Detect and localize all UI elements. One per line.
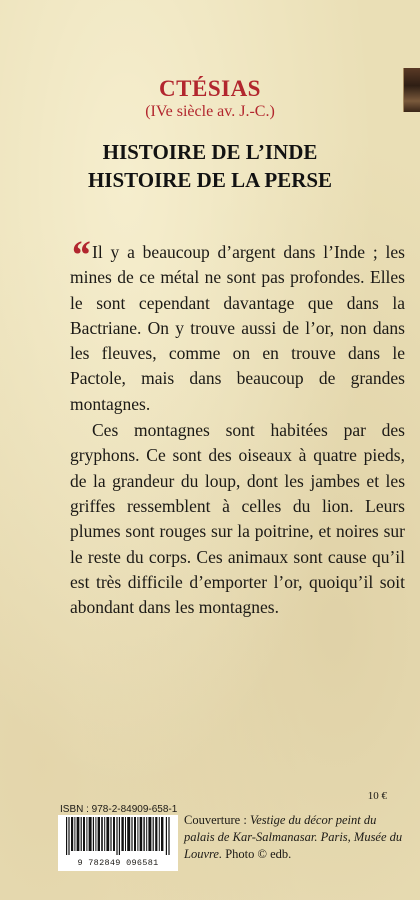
- open-quote-mark: “: [70, 232, 90, 277]
- barcode-box: [58, 815, 178, 871]
- barcode-icon: [66, 817, 170, 855]
- book-title-line-1: HISTOIRE DE L’INDE: [102, 140, 318, 164]
- author-dates: (IVe siècle av. J.-C.): [145, 103, 275, 120]
- book-title-line-2: HISTOIRE DE LA PERSE: [87, 168, 333, 192]
- cover-credit-description: Vestige du décor peint du palais de Kar-Salmanasar. Paris, Musée du Louvre.: [184, 813, 403, 861]
- barcode-digits: 9 782849 096581: [77, 858, 159, 868]
- excerpt-text: [70, 240, 405, 620]
- price-label: 10 €: [367, 790, 387, 802]
- cover-credit-label: Couverture :: [184, 813, 247, 827]
- photo-credit: Photo © edb.: [225, 847, 292, 861]
- excerpt-paragraph-2: Ces montagnes sont habitées par des gryphons. Ce sont des oiseaux à quatre pieds, de la grandeur du loup, dont les jambes et les griffes ressemblent à celles du lion. Leurs plumes sont rouges sur la poitrine, et noires sur le reste du corps. Ces animaux sont cause qu’il est très difficile d’emporter l’or, quoiqu’il soit abondant dans les montagnes.: [70, 420, 405, 618]
- isbn-label: ISBN : 978-2-84909-658-1: [60, 804, 178, 815]
- author-name: CTÉSIAS: [159, 76, 261, 101]
- cover-credit: [184, 812, 404, 863]
- excerpt-paragraph-1: Il y a beaucoup d’argent dans l’Inde ; les mines de ce métal ne sont pas profondes. Elles le sont cependant davantage que dans la Bactriane. On y trouve aussi de l’or, non dans les fleuves, comme on en trouve dans le Pactole, mais dans beaucoup de grandes montagnes.: [70, 242, 405, 414]
